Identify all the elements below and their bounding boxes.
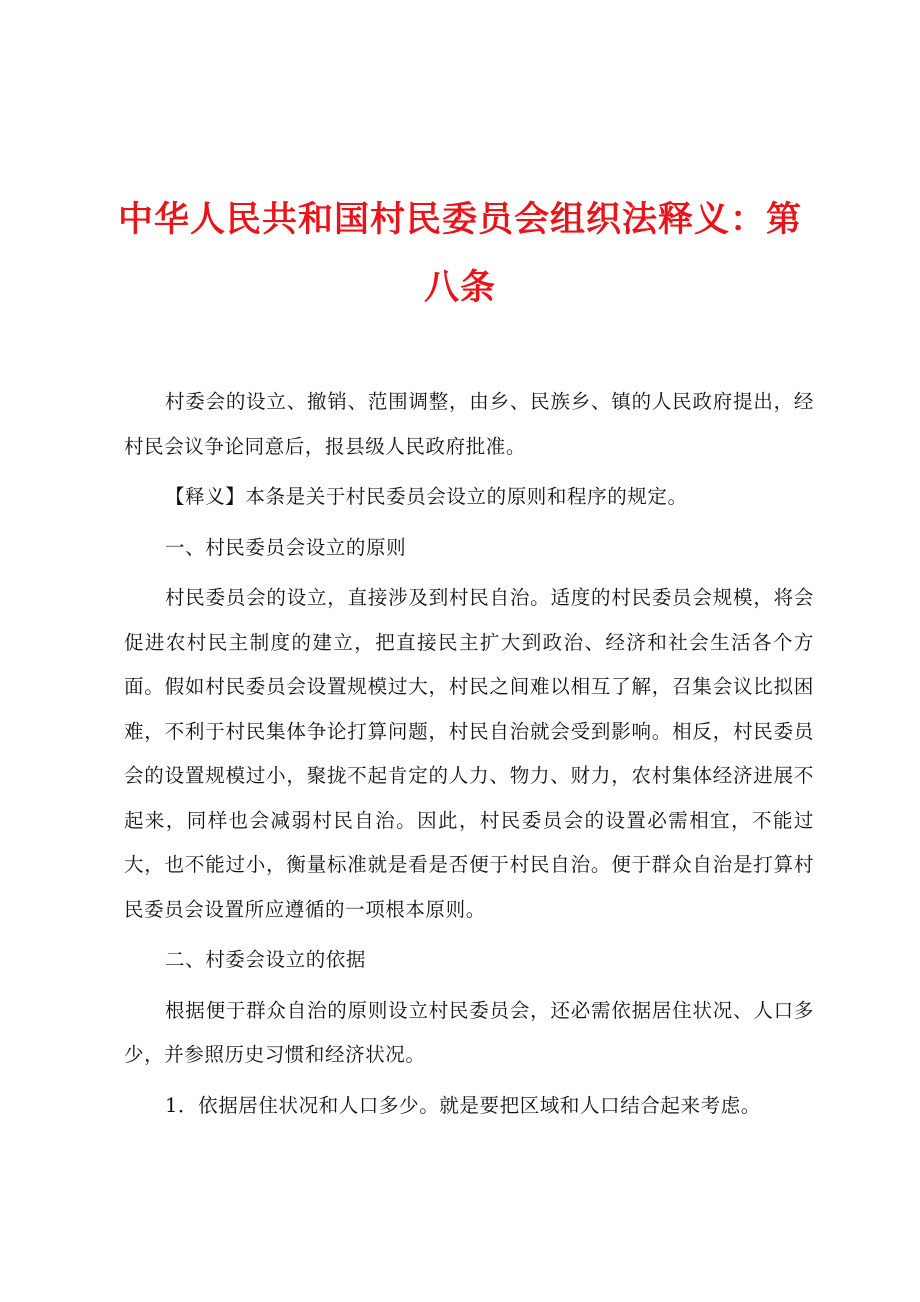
paragraph-explanation: 【释义】本条是关于村民委员会设立的原则和程序的规定。 [165,485,688,508]
paragraph-basis: 根据便于群众自治的原则设立村民委员会，还必需依据居住状况、人口多少，并参照历史习惯和经济状况。 [124,998,814,1066]
paragraph-intro: 村委会的设立、撤销、范围调整，由乡、民族乡、镇的人民政府提出，经村民会议争论同意后，报县级人民政府批准。 [124,390,814,458]
paragraph-item-1: 1．依据居住状况和人口多少。就是要把区域和人口结合起来考虑。 [165,1093,761,1117]
paragraph-principle: 村民委员会的设立，直接涉及到村民自治。适度的村民委员会规模，将会促进农村民主制度的建立，把直接民主扩大到政治、经济和社会生活各个方面。假如村民委员会设置规模过大，村民之间难以相互了解，召集会议比拟困难，不利于村民集体争论打算问题，村民自治就会受到影响。相反，村民委员会的设置规模过小，聚拢不起肯定的人力、物力、财力，农村集体经济进展不起来，同样也会减弱村民自治。因此，村民委员会的设置必需相宜，不能过大，也不能过小，衡量标准就是看是否便于村民自治。便于群众自治是打算村民委员会设置所应遵循的一项根本原则。 [124,586,814,921]
section-heading-basis: 二、村委会设立的依据 [165,948,367,971]
document-body [124,380,814,1134]
document-title: 中华人民共和国村民委员会组织法释义：第八条 [117,199,802,308]
section-heading-principle: 一、村民委员会设立的原则 [165,535,407,559]
